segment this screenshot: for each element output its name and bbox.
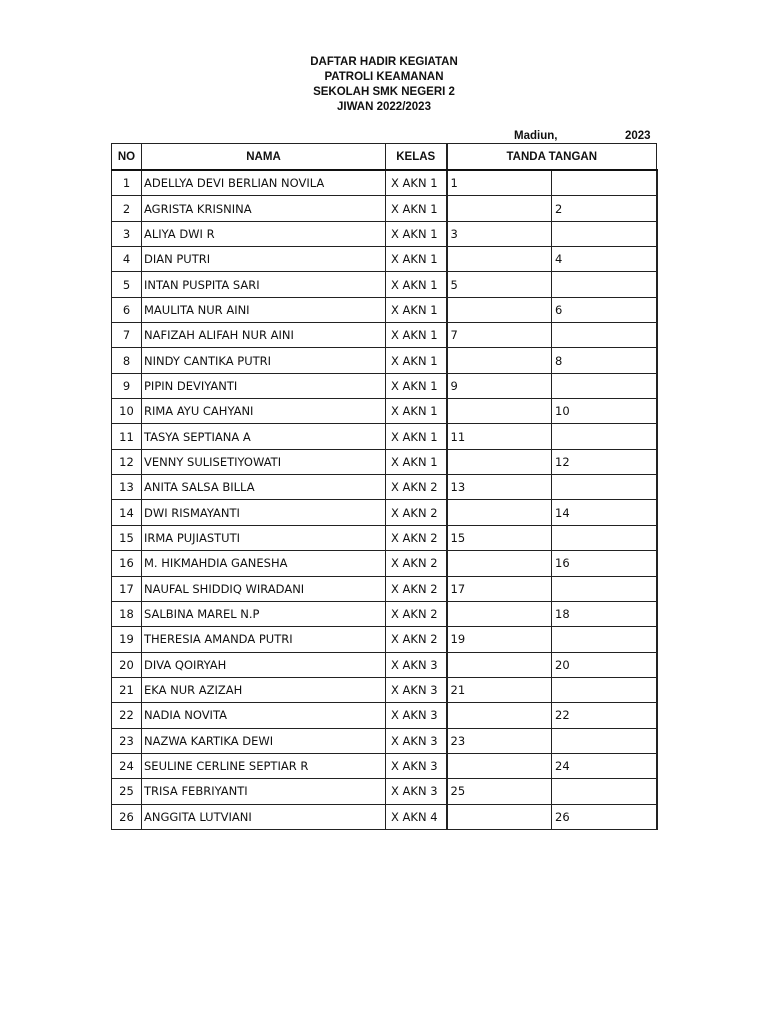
student-class: X AKN 1	[386, 247, 447, 272]
table-row	[112, 221, 657, 246]
student-name: INTAN PUSPITA SARI	[142, 272, 386, 297]
signature-left-cell	[447, 348, 552, 373]
row-number: 9	[112, 373, 142, 398]
row-number: 21	[112, 677, 142, 702]
student-name: NAUFAL SHIDDIQ WIRADANI	[142, 576, 386, 601]
signature-right-cell	[552, 576, 657, 601]
student-class: X AKN 1	[386, 297, 447, 322]
table-row	[112, 551, 657, 576]
table-row	[112, 677, 657, 702]
signature-left-cell: 9	[447, 373, 552, 398]
row-number: 15	[112, 525, 142, 550]
title-line-2: PATROLI KEAMANAN	[324, 71, 444, 83]
student-class: X AKN 1	[386, 424, 447, 449]
table-row	[112, 652, 657, 677]
row-number: 26	[112, 804, 142, 829]
signature-left-cell: 3	[447, 221, 552, 246]
title-line-3: SEKOLAH SMK NEGERI 2	[313, 86, 455, 98]
student-class: X AKN 1	[386, 221, 447, 246]
table-row	[112, 424, 657, 449]
signature-right-cell: 12	[552, 449, 657, 474]
row-number: 4	[112, 247, 142, 272]
signature-left-cell	[447, 652, 552, 677]
row-number: 18	[112, 601, 142, 626]
year-label: 2023	[625, 130, 651, 142]
student-class: X AKN 1	[386, 373, 447, 398]
row-number: 19	[112, 627, 142, 652]
signature-left-cell	[447, 753, 552, 778]
signature-right-cell: 20	[552, 652, 657, 677]
signature-left-cell	[447, 500, 552, 525]
student-name: ANGGITA LUTVIANI	[142, 804, 386, 829]
student-name: NAZWA KARTIKA DEWI	[142, 728, 386, 753]
student-class: X AKN 1	[386, 272, 447, 297]
title-line-4: JIWAN 2022/2023	[337, 101, 431, 113]
signature-right-cell: 16	[552, 551, 657, 576]
signature-left-cell: 19	[447, 627, 552, 652]
signature-right-cell	[552, 475, 657, 500]
table-row	[112, 297, 657, 322]
table-body	[112, 170, 657, 829]
signature-right-cell: 14	[552, 500, 657, 525]
document-title	[0, 55, 768, 115]
signature-left-cell: 5	[447, 272, 552, 297]
signature-left-cell: 21	[447, 677, 552, 702]
signature-left-cell: 13	[447, 475, 552, 500]
student-name: NAFIZAH ALIFAH NUR AINI	[142, 323, 386, 348]
table-row	[112, 525, 657, 550]
table-row	[112, 500, 657, 525]
signature-left-cell: 23	[447, 728, 552, 753]
row-number: 6	[112, 297, 142, 322]
signature-right-cell	[552, 221, 657, 246]
column-header-no: NO	[112, 144, 142, 171]
signature-right-cell: 26	[552, 804, 657, 829]
row-number: 8	[112, 348, 142, 373]
student-name: AGRISTA KRISNINA	[142, 196, 386, 221]
table-row	[112, 753, 657, 778]
signature-left-cell	[447, 297, 552, 322]
row-number: 16	[112, 551, 142, 576]
signature-right-cell: 2	[552, 196, 657, 221]
signature-left-cell: 1	[447, 170, 552, 196]
table-row	[112, 272, 657, 297]
signature-left-cell	[447, 196, 552, 221]
row-number: 14	[112, 500, 142, 525]
student-name: SALBINA MAREL N.P	[142, 601, 386, 626]
student-name: IRMA PUJIASTUTI	[142, 525, 386, 550]
title-line-1: DAFTAR HADIR KEGIATAN	[310, 56, 458, 68]
signature-right-cell	[552, 779, 657, 804]
signature-left-cell: 17	[447, 576, 552, 601]
row-number: 3	[112, 221, 142, 246]
student-name: ANITA SALSA BILLA	[142, 475, 386, 500]
table-row	[112, 449, 657, 474]
student-class: X AKN 4	[386, 804, 447, 829]
signature-right-cell	[552, 728, 657, 753]
signature-right-cell	[552, 525, 657, 550]
student-name: TASYA SEPTIANA A	[142, 424, 386, 449]
row-number: 11	[112, 424, 142, 449]
table-header-row	[112, 144, 657, 171]
row-number: 25	[112, 779, 142, 804]
table-row	[112, 247, 657, 272]
signature-left-cell	[447, 601, 552, 626]
student-name: DIAN PUTRI	[142, 247, 386, 272]
student-class: X AKN 1	[386, 399, 447, 424]
student-name: ALIYA DWI R	[142, 221, 386, 246]
student-name: NINDY CANTIKA PUTRI	[142, 348, 386, 373]
student-name: PIPIN DEVIYANTI	[142, 373, 386, 398]
student-class: X AKN 2	[386, 475, 447, 500]
student-class: X AKN 2	[386, 576, 447, 601]
table-row	[112, 779, 657, 804]
row-number: 12	[112, 449, 142, 474]
signature-left-cell: 15	[447, 525, 552, 550]
student-class: X AKN 3	[386, 652, 447, 677]
signature-right-cell: 8	[552, 348, 657, 373]
table-row	[112, 703, 657, 728]
student-class: X AKN 2	[386, 525, 447, 550]
student-class: X AKN 1	[386, 449, 447, 474]
table-row	[112, 627, 657, 652]
student-class: X AKN 3	[386, 703, 447, 728]
student-class: X AKN 3	[386, 753, 447, 778]
student-name: THERESIA AMANDA PUTRI	[142, 627, 386, 652]
signature-left-cell	[447, 247, 552, 272]
student-class: X AKN 3	[386, 677, 447, 702]
column-header-nama: NAMA	[142, 144, 386, 171]
signature-right-cell	[552, 424, 657, 449]
student-class: X AKN 2	[386, 551, 447, 576]
row-number: 13	[112, 475, 142, 500]
student-class: X AKN 3	[386, 779, 447, 804]
table-row	[112, 601, 657, 626]
table-row	[112, 399, 657, 424]
signature-right-cell: 4	[552, 247, 657, 272]
signature-left-cell	[447, 449, 552, 474]
table-row	[112, 373, 657, 398]
signature-left-cell: 11	[447, 424, 552, 449]
student-class: X AKN 2	[386, 601, 447, 626]
signature-right-cell: 24	[552, 753, 657, 778]
place-label: Madiun,	[514, 130, 558, 142]
signature-right-cell	[552, 323, 657, 348]
signature-right-cell: 18	[552, 601, 657, 626]
signature-right-cell: 6	[552, 297, 657, 322]
column-header-kelas: KELAS	[386, 144, 447, 171]
row-number: 1	[112, 170, 142, 196]
signature-left-cell: 7	[447, 323, 552, 348]
student-name: EKA NUR AZIZAH	[142, 677, 386, 702]
signature-right-cell	[552, 272, 657, 297]
row-number: 10	[112, 399, 142, 424]
row-number: 24	[112, 753, 142, 778]
student-name: MAULITA NUR AINI	[142, 297, 386, 322]
signature-left-cell	[447, 703, 552, 728]
student-name: NADIA NOVITA	[142, 703, 386, 728]
student-name: DIVA QOIRYAH	[142, 652, 386, 677]
student-name: DWI RISMAYANTI	[142, 500, 386, 525]
table-row	[112, 170, 657, 196]
row-number: 23	[112, 728, 142, 753]
signature-left-cell	[447, 804, 552, 829]
row-number: 17	[112, 576, 142, 601]
signature-right-cell	[552, 373, 657, 398]
student-name: M. HIKMAHDIA GANESHA	[142, 551, 386, 576]
table-row	[112, 348, 657, 373]
signature-left-cell	[447, 551, 552, 576]
row-number: 5	[112, 272, 142, 297]
student-class: X AKN 1	[386, 196, 447, 221]
student-name: SEULINE CERLINE SEPTIAR R	[142, 753, 386, 778]
student-class: X AKN 2	[386, 500, 447, 525]
signature-right-cell	[552, 627, 657, 652]
row-number: 7	[112, 323, 142, 348]
signature-right-cell	[552, 170, 657, 196]
signature-right-cell	[552, 677, 657, 702]
row-number: 20	[112, 652, 142, 677]
student-class: X AKN 1	[386, 348, 447, 373]
table-row	[112, 475, 657, 500]
table-row	[112, 323, 657, 348]
student-class: X AKN 3	[386, 728, 447, 753]
student-name: VENNY SULISETIYOWATI	[142, 449, 386, 474]
column-header-tanda-tangan: TANDA TANGAN	[447, 144, 657, 171]
signature-right-cell: 10	[552, 399, 657, 424]
table-row	[112, 576, 657, 601]
attendance-table	[111, 143, 658, 830]
table-row	[112, 804, 657, 829]
student-class: X AKN 1	[386, 323, 447, 348]
table-row	[112, 196, 657, 221]
student-class: X AKN 1	[386, 170, 447, 196]
table-row	[112, 728, 657, 753]
student-name: TRISA FEBRIYANTI	[142, 779, 386, 804]
signature-left-cell	[447, 399, 552, 424]
student-name: ADELLYA DEVI BERLIAN NOVILA	[142, 170, 386, 196]
row-number: 2	[112, 196, 142, 221]
student-class: X AKN 2	[386, 627, 447, 652]
signature-left-cell: 25	[447, 779, 552, 804]
signature-right-cell: 22	[552, 703, 657, 728]
row-number: 22	[112, 703, 142, 728]
student-name: RIMA AYU CAHYANI	[142, 399, 386, 424]
